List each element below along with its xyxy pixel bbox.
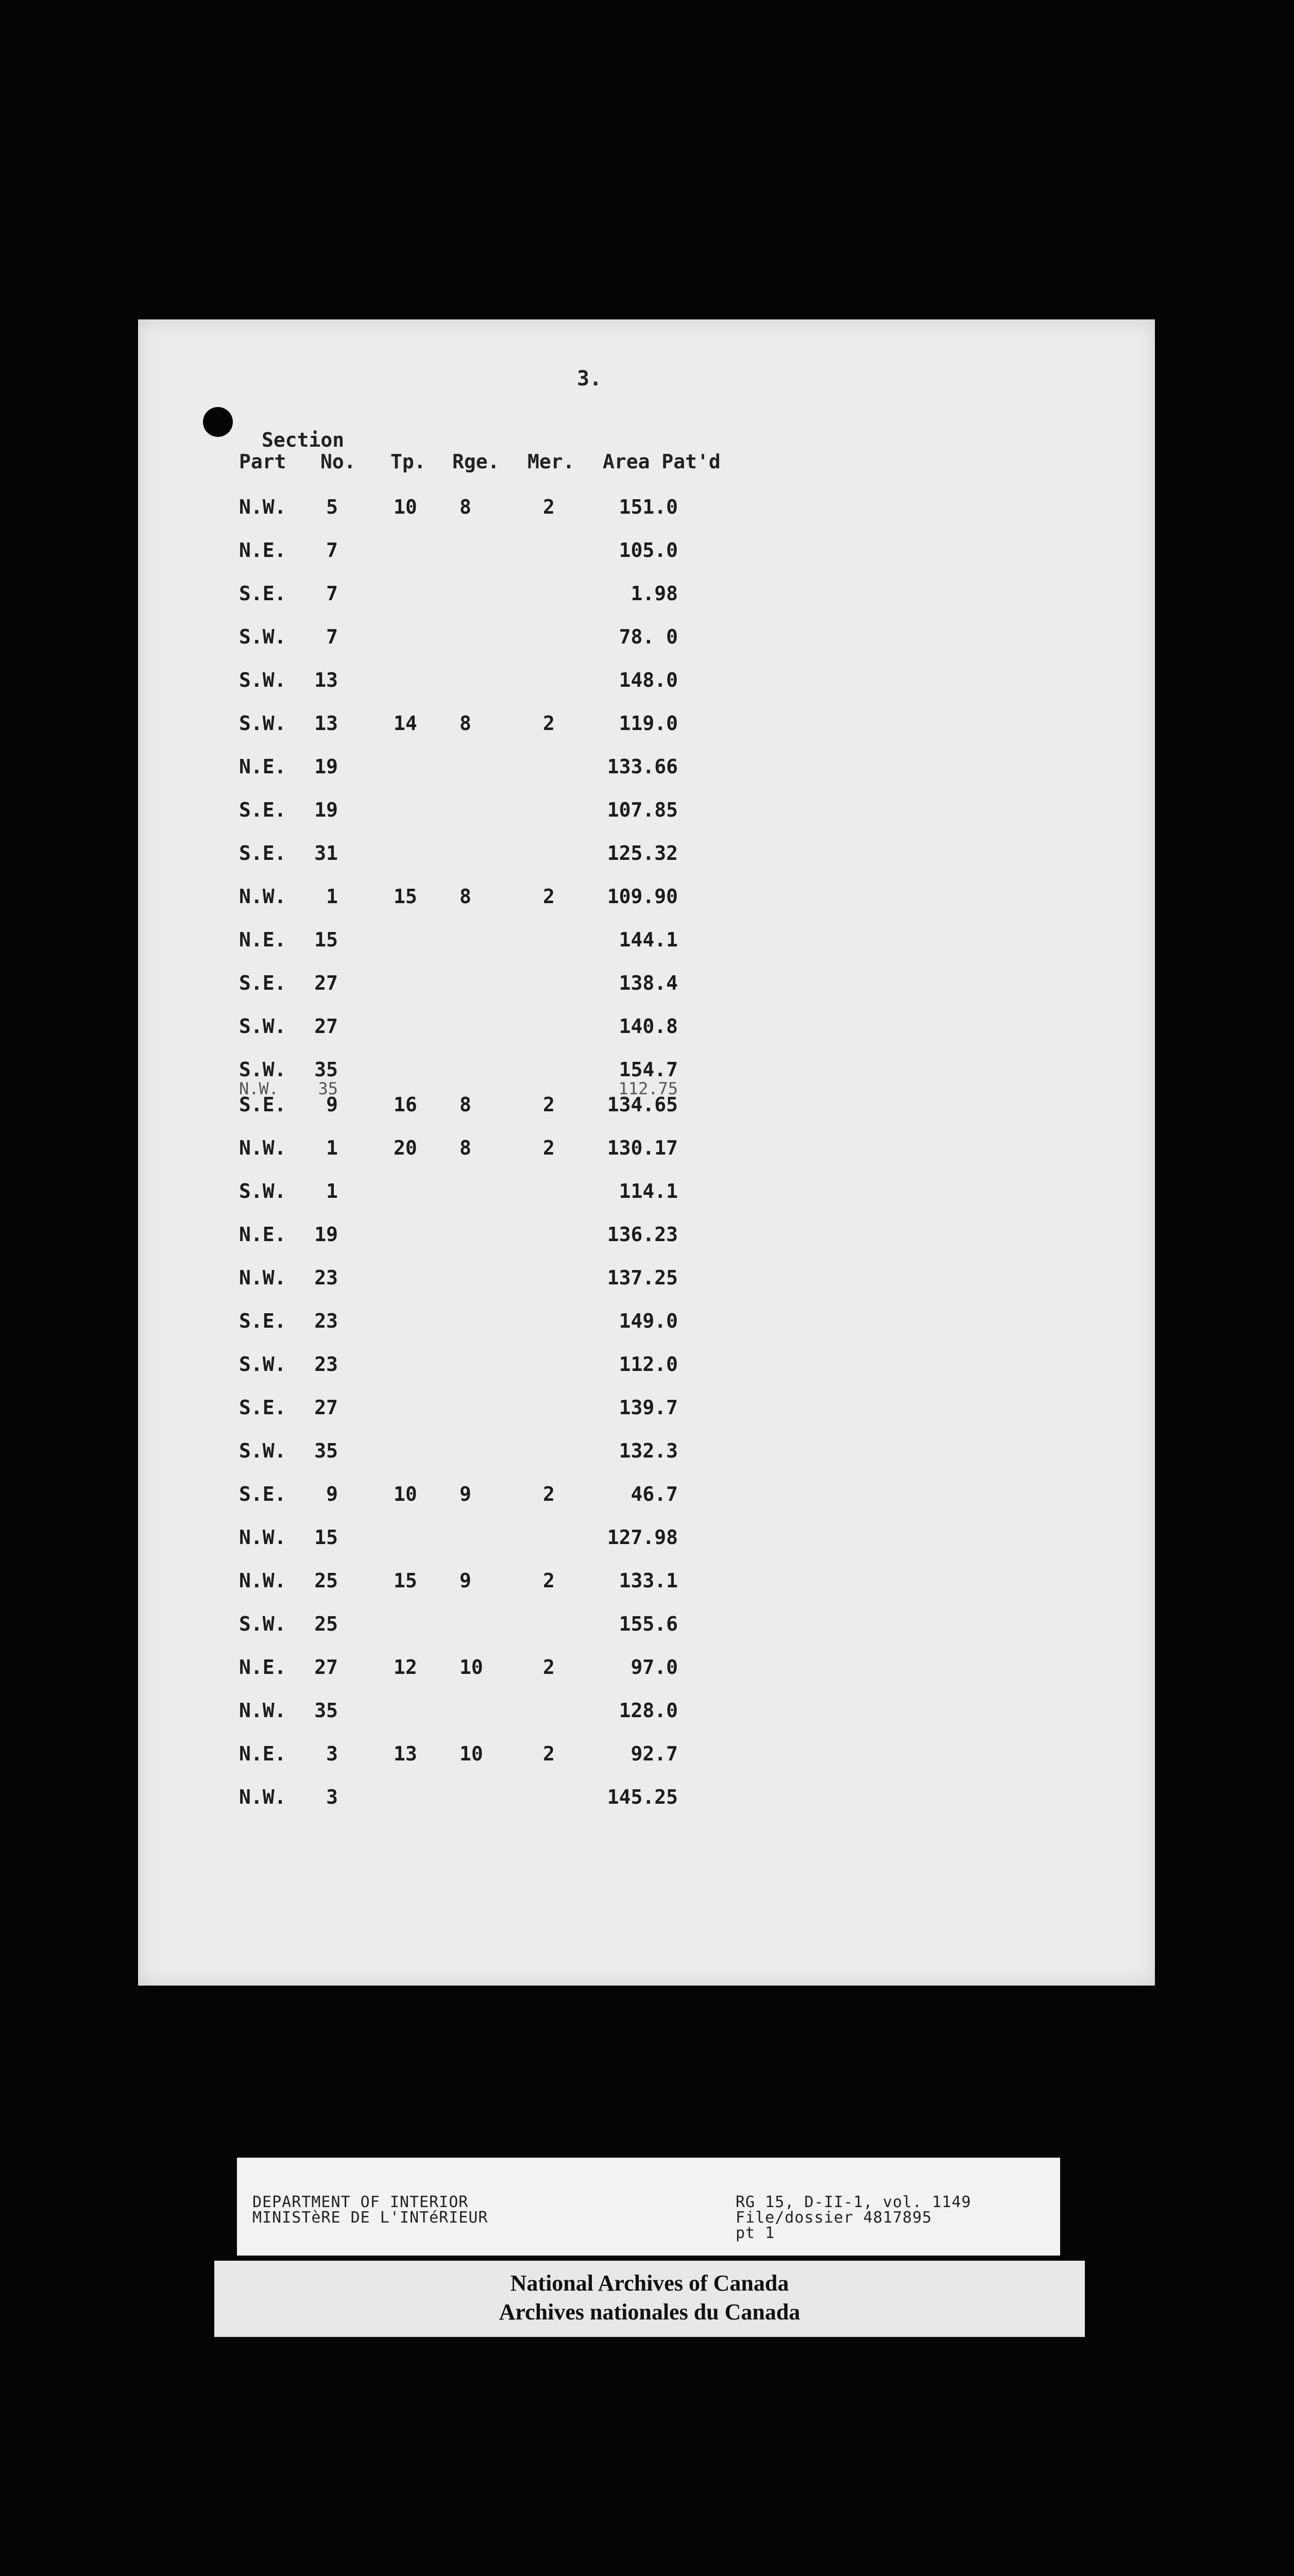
cell-no: 35 (318, 1079, 338, 1098)
cell-area: 125.32 (607, 842, 678, 865)
reference-line-3: pt 1 (736, 2224, 775, 2242)
reference-line-2: File/dossier 4817895 (736, 2209, 932, 2227)
cell-no: 15 (314, 928, 338, 951)
archives-name-fr: Archives nationales du Canada (499, 2299, 801, 2325)
file-reference (736, 2195, 971, 2241)
cell-area: 107.85 (607, 799, 678, 821)
header-no: No. (320, 450, 356, 473)
cell-mer: 2 (543, 1656, 555, 1679)
cell-area: 144.1 (619, 928, 678, 951)
cell-area: 149.0 (619, 1310, 678, 1332)
cell-no: 13 (314, 712, 338, 735)
page-number: 3. (577, 367, 602, 391)
cell-no: 25 (314, 1613, 338, 1635)
cell-mer: 2 (543, 1569, 555, 1592)
cell-tp: 20 (394, 1137, 417, 1159)
cell-part: S.W. (239, 1353, 286, 1376)
cell-area: 145.25 (607, 1786, 678, 1808)
cell-no: 7 (326, 625, 338, 648)
cell-tp: 15 (394, 1569, 417, 1592)
cell-no: 1 (326, 885, 338, 908)
cell-part: S.W. (239, 1015, 286, 1038)
header-area: Area Pat'd (603, 450, 721, 473)
cell-area: 148.0 (619, 669, 678, 691)
header-mer: Mer. (527, 450, 575, 473)
cell-area: 133.66 (607, 755, 678, 778)
cell-part: S.E. (239, 1093, 286, 1116)
cell-part: N.W. (239, 1569, 286, 1592)
cell-no: 3 (326, 1786, 338, 1808)
cell-part: S.W. (239, 669, 286, 691)
cell-part: N.E. (239, 1742, 286, 1765)
cell-area: 1.98 (631, 582, 678, 605)
header-part: Part (239, 450, 286, 473)
cell-area: 109.90 (607, 885, 678, 908)
cell-no: 23 (314, 1353, 338, 1376)
cell-no: 31 (314, 842, 338, 865)
cell-rge: 10 (459, 1656, 483, 1679)
cell-tp: 15 (394, 885, 417, 908)
cell-no: 7 (326, 539, 338, 562)
cell-part: S.W. (239, 1058, 286, 1081)
cell-tp: 10 (394, 1483, 417, 1505)
archives-name-en: National Archives of Canada (510, 2270, 789, 2296)
cell-area: 155.6 (619, 1613, 678, 1635)
cell-area: 132.3 (619, 1439, 678, 1462)
cell-tp: 16 (394, 1093, 417, 1116)
cell-tp: 13 (394, 1742, 417, 1765)
cell-rge: 9 (459, 1569, 471, 1592)
cell-area: 128.0 (619, 1699, 678, 1722)
cell-rge: 8 (459, 496, 471, 518)
cell-no: 27 (314, 1396, 338, 1419)
cell-rge: 8 (459, 712, 471, 735)
department-en: DEPARTMENT OF INTERIOR (252, 2193, 469, 2211)
cell-no: 5 (326, 496, 338, 518)
cell-no: 9 (326, 1483, 338, 1505)
header-section: Section (262, 429, 345, 451)
cell-area: 138.4 (619, 972, 678, 994)
cell-rge: 8 (459, 885, 471, 908)
cell-no: 23 (314, 1266, 338, 1289)
cell-no: 35 (314, 1058, 338, 1081)
cell-mer: 2 (543, 885, 555, 908)
cell-area: 151.0 (619, 496, 678, 518)
cell-area: 140.8 (619, 1015, 678, 1038)
cell-tp: 12 (394, 1656, 417, 1679)
cell-rge: 10 (459, 1742, 483, 1765)
cell-part: S.E. (239, 972, 286, 994)
cell-no: 27 (314, 1656, 338, 1679)
cell-no: 19 (314, 1223, 338, 1246)
cell-rge: 8 (459, 1137, 471, 1159)
cell-no: 35 (314, 1439, 338, 1462)
cell-part: S.E. (239, 1483, 286, 1505)
cell-part: S.W. (239, 625, 286, 648)
cell-area: 119.0 (619, 712, 678, 735)
cell-part: N.E. (239, 1656, 286, 1679)
cell-part: N.W. (239, 1266, 286, 1289)
cell-no: 7 (326, 582, 338, 605)
cell-no: 27 (314, 972, 338, 994)
cell-tp: 10 (394, 496, 417, 518)
header-tp: Tp. (390, 450, 426, 473)
cell-part: N.E. (239, 1223, 286, 1246)
cell-area: 112.75 (618, 1079, 678, 1098)
cell-no: 9 (326, 1093, 338, 1116)
cell-no: 19 (314, 755, 338, 778)
cell-tp: 14 (394, 712, 417, 735)
department-fr: MINISTèRE DE L'INTéRIEUR (252, 2209, 488, 2227)
archive-reference-card (237, 2158, 1060, 2256)
cell-mer: 2 (543, 1093, 555, 1116)
cell-part: N.W. (239, 1786, 286, 1808)
cell-mer: 2 (543, 1742, 555, 1765)
cell-part: S.E. (239, 842, 286, 865)
archives-banner (214, 2261, 1085, 2337)
cell-part: S.E. (239, 1310, 286, 1332)
cell-no: 1 (326, 1137, 338, 1159)
cell-area: 114.1 (619, 1180, 678, 1202)
cell-area: 112.0 (619, 1353, 678, 1376)
cell-area: 92.7 (631, 1742, 678, 1765)
cell-area: 136.23 (607, 1223, 678, 1246)
cell-part: S.W. (239, 1180, 286, 1202)
cell-part: N.W. (239, 1699, 286, 1722)
cell-area: 139.7 (619, 1396, 678, 1419)
cell-area: 134.65 (607, 1093, 678, 1116)
cell-part: S.W. (239, 1439, 286, 1462)
cell-no: 19 (314, 799, 338, 821)
cell-part: N.W. (239, 1137, 286, 1159)
cell-area: 133.1 (619, 1569, 678, 1592)
cell-rge: 8 (459, 1093, 471, 1116)
cell-part: N.W. (239, 1526, 286, 1549)
header-rge: Rge. (452, 450, 500, 473)
cell-mer: 2 (543, 1483, 555, 1505)
cell-part: S.E. (239, 1396, 286, 1419)
cell-area: 46.7 (631, 1483, 678, 1505)
cell-area: 137.25 (607, 1266, 678, 1289)
department-names (252, 2195, 488, 2226)
cell-part: N.E. (239, 755, 286, 778)
cell-no: 1 (326, 1180, 338, 1202)
cell-no: 13 (314, 669, 338, 691)
cell-no: 23 (314, 1310, 338, 1332)
cell-part: N.W. (239, 496, 286, 518)
cell-no: 35 (314, 1699, 338, 1722)
cell-part: S.E. (239, 582, 286, 605)
cell-part: N.W. (239, 1079, 279, 1098)
cell-no: 25 (314, 1569, 338, 1592)
cell-mer: 2 (543, 496, 555, 518)
cell-part: N.W. (239, 885, 286, 908)
cell-mer: 2 (543, 1137, 555, 1159)
cell-no: 15 (314, 1526, 338, 1549)
punch-hole (203, 407, 233, 437)
cell-part: S.W. (239, 1613, 286, 1635)
cell-area: 154.7 (619, 1058, 678, 1081)
cell-mer: 2 (543, 712, 555, 735)
reference-line-1: RG 15, D-II-1, vol. 1149 (736, 2193, 972, 2211)
document-page (138, 319, 1155, 1986)
cell-area: 97.0 (631, 1656, 678, 1679)
cell-part: S.W. (239, 712, 286, 735)
cell-part: N.E. (239, 928, 286, 951)
cell-no: 3 (326, 1742, 338, 1765)
cell-part: N.E. (239, 539, 286, 562)
cell-rge: 9 (459, 1483, 471, 1505)
cell-area: 105.0 (619, 539, 678, 562)
cell-area: 130.17 (607, 1137, 678, 1159)
cell-area: 127.98 (607, 1526, 678, 1549)
cell-no: 27 (314, 1015, 338, 1038)
cell-area: 78. 0 (619, 625, 678, 648)
cell-part: S.E. (239, 799, 286, 821)
